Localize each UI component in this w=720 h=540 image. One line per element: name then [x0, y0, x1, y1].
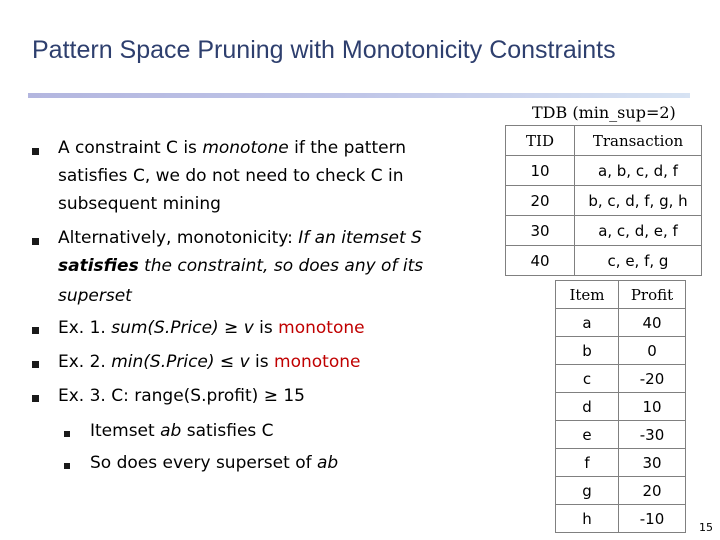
bullet-marker: [32, 395, 39, 402]
bullet-2-bold: satisfies: [58, 256, 139, 276]
tdb-cell-transaction: a, c, d, e, f: [575, 216, 702, 246]
bullet-4-mid: is: [249, 352, 275, 372]
table-row: [556, 505, 686, 533]
bullet-2-line-1: [58, 223, 422, 253]
slide-title: Pattern Space Pruning with Monotonicity Constraints: [32, 36, 616, 64]
profit-cell-profit: -20: [619, 365, 686, 393]
tdb-cell-transaction: c, e, f, g: [575, 246, 702, 276]
bullet-marker: [32, 361, 39, 368]
table-row: [556, 449, 686, 477]
table-row: [556, 365, 686, 393]
tdb-table: [505, 125, 702, 276]
bullet-3-expression: sum(S.Price) ≥ v: [111, 318, 254, 338]
table-row: [556, 309, 686, 337]
table-row: [556, 337, 686, 365]
tdb-header-row: [506, 126, 702, 156]
table-row: [556, 421, 686, 449]
profit-cell-item: b: [556, 337, 619, 365]
tdb-cell-transaction: b, c, d, f, g, h: [575, 186, 702, 216]
tdb-cell-tid: 10: [506, 156, 575, 186]
profit-table: [555, 280, 686, 533]
bullet-marker: [32, 327, 39, 334]
profit-cell-item: f: [556, 449, 619, 477]
bullet-3-mid: is: [253, 318, 279, 338]
tdb-cell-transaction: a, b, c, d, f: [575, 156, 702, 186]
page-number: 15: [699, 521, 713, 534]
tdb-cell-tid: 30: [506, 216, 575, 246]
bullet-4-pre: Ex. 2.: [58, 352, 112, 372]
bullet-1-line-1: [58, 133, 406, 163]
bullet-1-line-3: subsequent mining: [58, 194, 221, 214]
sub-bullet-marker: [64, 463, 70, 469]
table-row: [556, 393, 686, 421]
tdb-cell-tid: 20: [506, 186, 575, 216]
bullet-2-emphasis: If an itemset S: [298, 228, 422, 248]
sub-bullet-2-emphasis: ab: [317, 453, 339, 473]
bullet-1-line-2: satisfies C, we do not need to check C in: [58, 166, 404, 186]
profit-cell-profit: 0: [619, 337, 686, 365]
profit-cell-profit: 30: [619, 449, 686, 477]
table-row: [506, 186, 702, 216]
bullet-1-emphasis: monotone: [202, 138, 289, 158]
table-row: [506, 156, 702, 186]
bullet-5: Ex. 3. C: range(S.profit) ≥ 15: [58, 386, 305, 406]
bullet-2-line-3: superset: [58, 286, 132, 306]
sub-bullet-marker: [64, 431, 70, 437]
tdb-header-transaction: Transaction: [575, 126, 702, 156]
sub-bullet-2: [90, 448, 338, 478]
table-row: [506, 246, 702, 276]
bullet-3-monotone: monotone: [278, 318, 365, 338]
bullet-4-monotone: monotone: [274, 352, 361, 372]
bullet-4-expression: min(S.Price) ≤ v: [111, 352, 250, 372]
profit-cell-profit: -10: [619, 505, 686, 533]
bullet-marker: [32, 148, 39, 155]
profit-header-row: [556, 281, 686, 309]
bullet-2-text-pre: Alternatively, monotonicity:: [58, 228, 299, 248]
sub-bullet-1-pre: Itemset: [90, 421, 161, 441]
sub-bullet-2-pre: So does every superset of: [90, 453, 317, 473]
profit-cell-item: e: [556, 421, 619, 449]
profit-cell-profit: 40: [619, 309, 686, 337]
bullet-marker: [32, 238, 39, 245]
profit-cell-item: h: [556, 505, 619, 533]
bullet-2-line-2-rest: the constraint, so does any of its: [138, 256, 424, 276]
sub-bullet-1-post: satisfies C: [181, 421, 274, 441]
profit-header-profit: Profit: [619, 281, 686, 309]
profit-cell-item: c: [556, 365, 619, 393]
bullet-4: [58, 347, 360, 377]
profit-cell-item: g: [556, 477, 619, 505]
profit-cell-profit: 10: [619, 393, 686, 421]
sub-bullet-1: [90, 416, 274, 446]
tdb-caption: TDB (min_sup=2): [532, 103, 676, 122]
bullet-3: [58, 313, 365, 343]
profit-cell-item: d: [556, 393, 619, 421]
bullet-3-pre: Ex. 1.: [58, 318, 112, 338]
sub-bullet-1-emphasis: ab: [160, 421, 182, 441]
table-row: [556, 477, 686, 505]
profit-cell-item: a: [556, 309, 619, 337]
tdb-header-tid: TID: [506, 126, 575, 156]
table-row: [506, 216, 702, 246]
bullet-1-text-pre: A constraint C is: [58, 138, 203, 158]
bullet-1-text-post: if the pattern: [288, 138, 407, 158]
profit-header-item: Item: [556, 281, 619, 309]
tdb-cell-tid: 40: [506, 246, 575, 276]
bullet-2-line-2: [58, 251, 423, 281]
profit-cell-profit: 20: [619, 477, 686, 505]
profit-cell-profit: -30: [619, 421, 686, 449]
